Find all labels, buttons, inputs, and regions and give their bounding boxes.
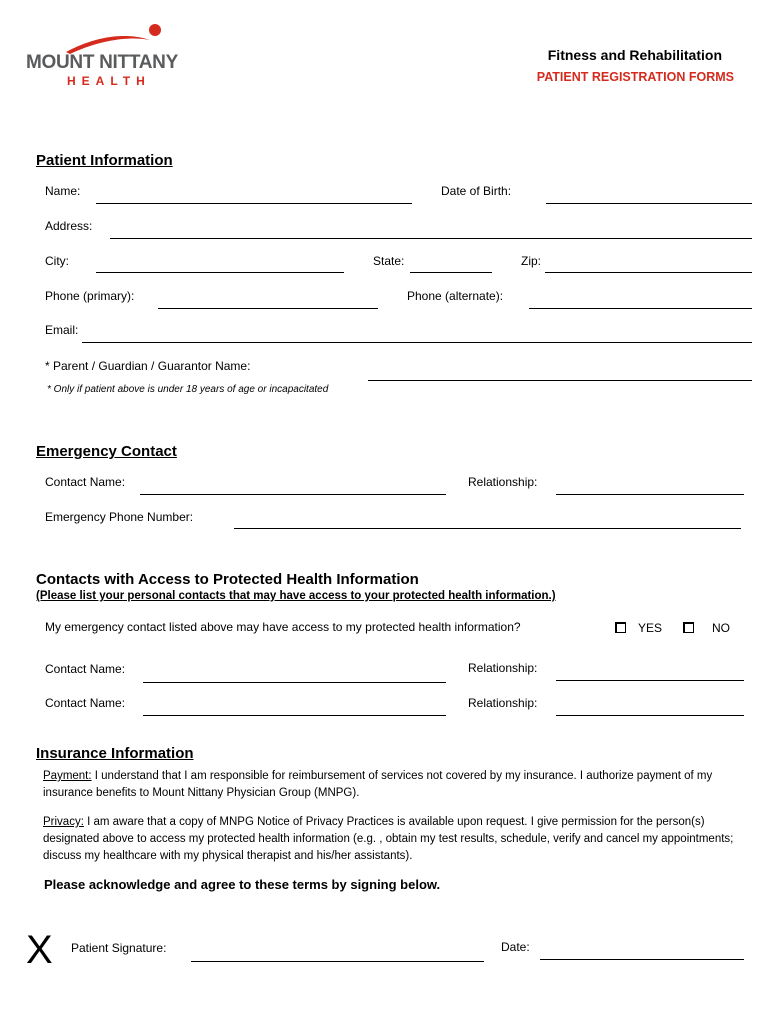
name-label: Name: (45, 184, 81, 198)
form-title: Fitness and Rehabilitation (547, 47, 722, 63)
city-label: City: (45, 254, 69, 268)
email-label: Email: (45, 323, 79, 337)
phi-relationship-1-label: Relationship: (468, 661, 538, 675)
guardian-note: * Only if patient above is under 18 years of age or incapacitated (47, 384, 329, 395)
date-field[interactable] (540, 959, 744, 960)
phi-relationship-2-label: Relationship: (468, 696, 538, 710)
city-field[interactable] (96, 272, 344, 273)
email-field[interactable] (82, 342, 752, 343)
state-field[interactable] (410, 272, 492, 273)
phi-contact-name-2-field[interactable] (143, 715, 446, 716)
emergency-contact-name-field[interactable] (140, 494, 446, 495)
phi-contacts-subheading: (Please list your personal contacts that may have access to your protected health information.) (36, 590, 556, 602)
phi-relationship-1-field[interactable] (556, 680, 744, 681)
yes-checkbox[interactable] (615, 622, 626, 633)
emergency-contact-name-label: Contact Name: (45, 475, 126, 489)
guardian-field[interactable] (368, 380, 752, 381)
phone-primary-label: Phone (primary): (45, 289, 135, 303)
insurance-information-heading: Insurance Information (36, 745, 194, 762)
emergency-relationship-field[interactable] (556, 494, 744, 495)
phi-contact-name-2-label: Contact Name: (45, 696, 126, 710)
emergency-phone-label: Emergency Phone Number: (45, 510, 194, 524)
phi-contact-name-1-label: Contact Name: (45, 662, 126, 676)
zip-field[interactable] (545, 272, 752, 273)
state-label: State: (373, 254, 405, 268)
yes-label: YES (638, 621, 663, 635)
no-label: NO (712, 621, 730, 635)
phone-alternate-label: Phone (alternate): (407, 289, 504, 303)
dob-label: Date of Birth: (441, 184, 512, 198)
logo-health: HEALTH (67, 74, 151, 88)
address-label: Address: (45, 219, 93, 233)
dob-field[interactable] (546, 203, 752, 204)
name-field[interactable] (96, 203, 412, 204)
phone-primary-field[interactable] (158, 308, 378, 309)
guardian-label: * Parent / Guardian / Guarantor Name: (45, 359, 251, 373)
emergency-phone-field[interactable] (234, 528, 741, 529)
patient-signature-label: Patient Signature: (71, 941, 167, 955)
phi-relationship-2-field[interactable] (556, 715, 744, 716)
patient-information-heading: Patient Information (36, 152, 173, 169)
signature-mark: X (26, 928, 53, 972)
phi-question: My emergency contact listed above may have access to my protected health information? (45, 620, 521, 634)
payment-text: I understand that I am responsible for reimbursement of services not covered by my insurance. I authorize payment of my insurance benefits to Mount Nittany Physician Group (MNPG). (43, 770, 713, 799)
emergency-relationship-label: Relationship: (468, 475, 538, 489)
logo (26, 22, 186, 92)
privacy-paragraph (43, 814, 743, 865)
date-label: Date: (501, 940, 530, 954)
privacy-text: I am aware that a copy of MNPG Notice of Privacy Practices is available upon request. I give permission for the person(s) designated above to access my protected health information (e.g. , obtain my test results, schedule, verify and cancel my appointments; discuss my healthcare with my physical therapist and his/her assistants). (43, 816, 734, 862)
phone-alternate-field[interactable] (529, 308, 752, 309)
no-checkbox[interactable] (683, 622, 694, 633)
form-subtitle: PATIENT REGISTRATION FORMS (536, 70, 734, 84)
zip-label: Zip: (521, 254, 542, 268)
phi-contacts-heading: Contacts with Access to Protected Health Information (36, 571, 419, 588)
payment-label: Payment: (43, 770, 92, 782)
patient-signature-field[interactable] (191, 961, 484, 962)
privacy-label: Privacy: (43, 816, 84, 828)
logo-name: MOUNT NITTANY (26, 52, 178, 73)
emergency-contact-heading: Emergency Contact (36, 443, 177, 460)
address-field[interactable] (110, 238, 752, 239)
payment-paragraph (43, 768, 743, 802)
phi-contact-name-1-field[interactable] (143, 682, 446, 683)
acknowledge-text: Please acknowledge and agree to these terms by signing below. (44, 877, 441, 892)
